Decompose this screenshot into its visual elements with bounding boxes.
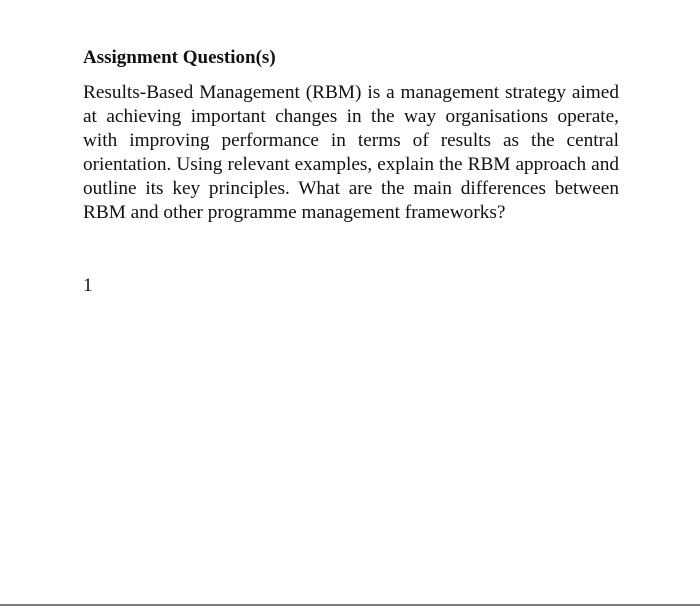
question-number: 1	[83, 275, 93, 296]
page-bottom-divider	[0, 604, 700, 606]
assignment-question-text: Results-Based Management (RBM) is a management strategy aimed at achieving important changes in the way organisations operate, with improving performance in terms of results as the central orientation. Using relevant examples, explain the RBM approach and outline its key principles. What are the main differences between RBM and other programme management frameworks?	[83, 82, 619, 223]
assignment-heading: Assignment Question(s)	[83, 47, 276, 68]
